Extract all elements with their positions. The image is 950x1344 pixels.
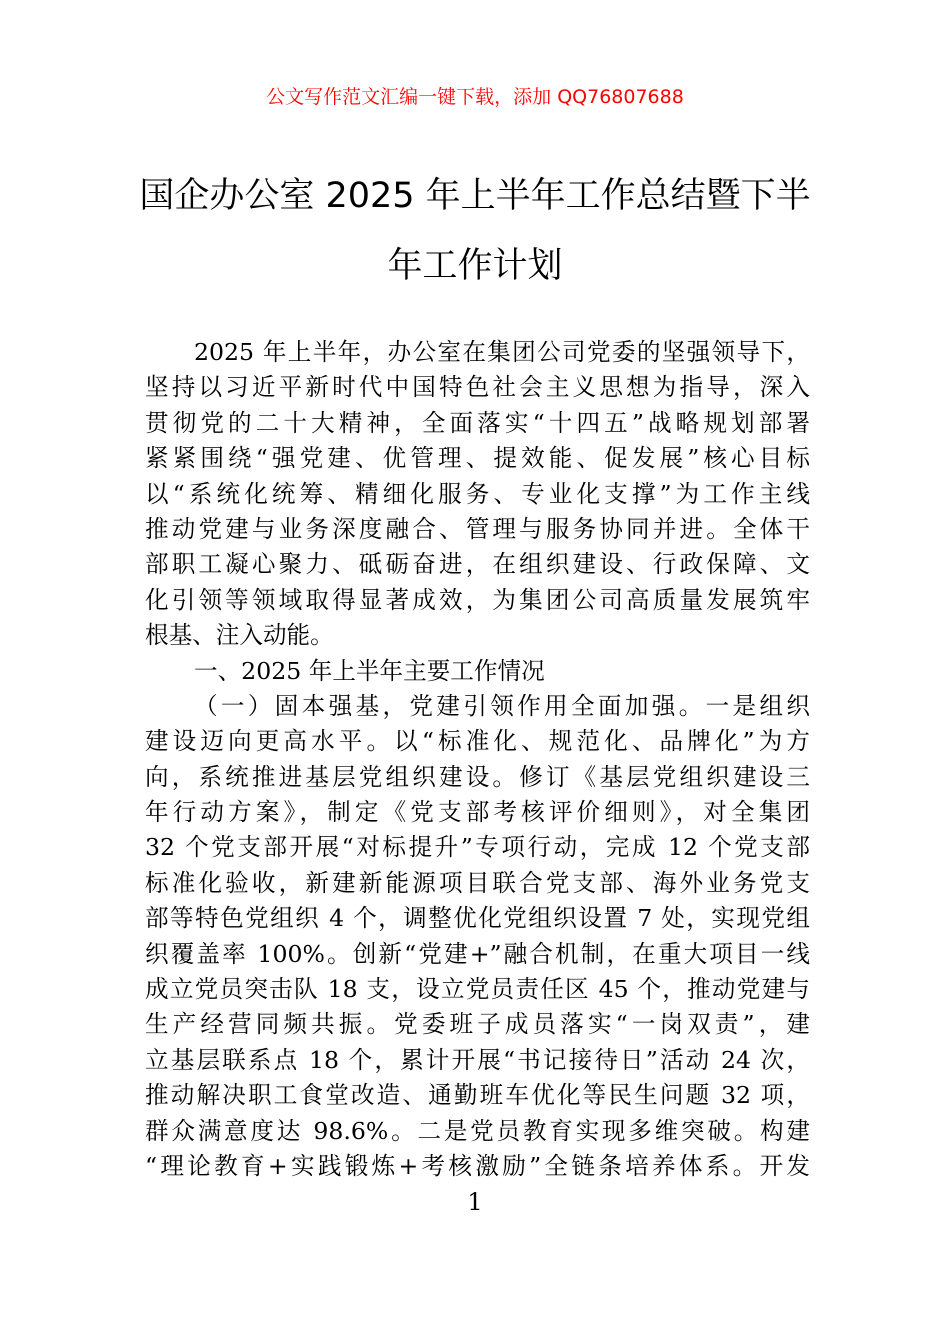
document-title-line-2: 年工作计划 bbox=[387, 246, 563, 286]
body-line: 贯彻党的二十大精神，全面落实“十四五”战略规划部署 bbox=[145, 408, 810, 437]
body-line: 成立党员突击队 18 支，设立党员责任区 45 个，推动党建与 bbox=[145, 975, 810, 1004]
body-line: 32 个党支部开展“对标提升”专项行动，完成 12 个党支部 bbox=[145, 833, 810, 862]
body-line: 群众满意度达 98.6%。二是党员教育实现多维突破。构建 bbox=[145, 1116, 810, 1145]
body-line: 建设迈向更高水平。以“标准化、规范化、品牌化”为方 bbox=[145, 727, 810, 756]
body-line: 织覆盖率 100%。创新“党建+”融合机制，在重大项目一线 bbox=[145, 939, 810, 968]
body-line: 紧紧围绕“强党建、优管理、提效能、促发展”核心目标 bbox=[145, 444, 810, 473]
body-line: 生产经营同频共振。党委班子成员落实“一岗双责”，建 bbox=[145, 1010, 810, 1039]
body-line: 标准化验收，新建新能源项目联合党支部、海外业务党支 bbox=[145, 868, 810, 897]
body-line: 坚持以习近平新时代中国特色社会主义思想为指导，深入 bbox=[145, 373, 810, 402]
page-number: 1 bbox=[467, 1188, 483, 1216]
body-line: 2025 年上半年，办公室在集团公司党委的坚强领导下， bbox=[194, 338, 810, 366]
body-line: 部等特色党组织 4 个，调整优化党组织设置 7 处，实现党组 bbox=[145, 904, 810, 933]
promo-banner: 公文写作范文汇编一键下载，添加 QQ76807688 bbox=[266, 86, 684, 108]
body-line: 推动党建与业务深度融合、管理与服务协同并进。全体干 bbox=[145, 514, 810, 543]
document-title-line-1: 国企办公室 2025 年上半年工作总结暨下半 bbox=[139, 176, 811, 216]
document-body bbox=[145, 335, 810, 1184]
body-line: （一）固本强基，党建引领作用全面加强。一是组织 bbox=[194, 691, 810, 720]
body-line: 立基层联系点 18 个，累计开展“书记接待日”活动 24 次， bbox=[145, 1045, 810, 1074]
section-heading: 一、2025 年上半年主要工作情况 bbox=[194, 656, 545, 685]
body-line: 以“系统化统筹、精细化服务、专业化支撑”为工作主线 bbox=[145, 479, 810, 508]
body-line: “理论教育+实践锻炼+考核激励”全链条培养体系。开发 bbox=[145, 1151, 810, 1180]
body-line: 年行动方案》，制定《党支部考核评价细则》，对全集团 bbox=[145, 798, 810, 827]
body-line: 部职工凝心聚力、砥砺奋进，在组织建设、行政保障、文 bbox=[145, 550, 810, 579]
body-line: 化引领等领域取得显著成效，为集团公司高质量发展筑牢 bbox=[145, 585, 810, 614]
body-line: 根基、注入动能。 bbox=[145, 621, 334, 650]
body-line: 推动解决职工食堂改造、通勤班车优化等民生问题 32 项， bbox=[145, 1081, 810, 1110]
body-line: 向，系统推进基层党组织建设。修订《基层党组织建设三 bbox=[145, 762, 810, 791]
